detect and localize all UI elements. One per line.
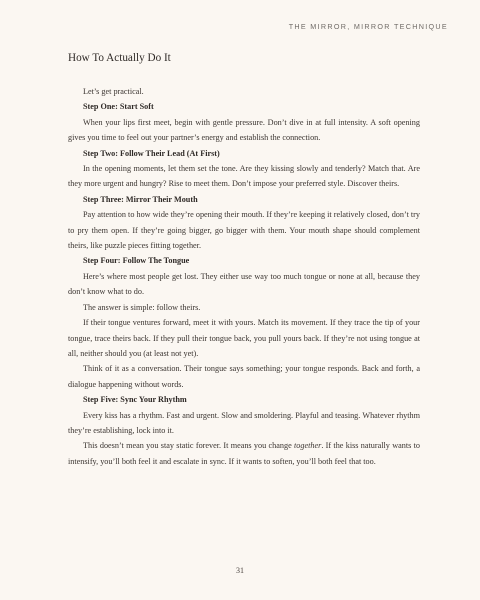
paragraph: The answer is simple: follow theirs.	[83, 302, 201, 312]
step-heading: Step Three: Mirror Their Mouth	[83, 194, 198, 204]
section-title: How To Actually Do It	[68, 52, 171, 64]
step-heading: Step Five: Sync Your Rhythm	[83, 395, 187, 405]
step-heading: Step Four: Follow The Tongue	[83, 256, 190, 266]
paragraph-text: . If the kiss naturally wants to intensify, you’ll both feel it and escalate in sync. If it wants to soften, you’ll both feel that too.	[68, 441, 420, 466]
paragraph: Every kiss has a rhythm. Fast and urgent. Slow and smoldering. Playful and teasing. Whatever rhythm they’re establishing, lock into it.	[68, 410, 420, 435]
paragraph	[68, 438, 420, 469]
page-body	[68, 52, 420, 469]
step-heading: Step Two: Follow Their Lead (At First)	[83, 148, 220, 158]
step-heading: Step One: Start Soft	[83, 102, 154, 112]
emphasis-text: together	[294, 441, 322, 451]
paragraph-text: This doesn’t mean you stay static forever. It means you change	[83, 441, 295, 451]
running-header: THE MIRROR, MIRROR TECHNIQUE	[288, 22, 448, 31]
paragraph: Let’s get practical.	[83, 87, 144, 96]
page-number: 31	[236, 566, 244, 575]
paragraph: Pay attention to how wide they’re opening their mouth. If they’re keeping it relatively closed, don’t try to pry them open. If they’re going bigger, go bigger with them. Your mouth shape should complement theirs, like puzzle pieces fitting together.	[68, 210, 420, 251]
paragraph: If their tongue ventures forward, meet it with yours. Match its movement. If they trace the tip of your tongue, trace theirs back. If they pull their tongue back, you pull yours back. If they’re not using tongue at all, neither should you (at least not yet).	[68, 318, 420, 358]
paragraph: In the opening moments, let them set the tone. Are they kissing slowly and tenderly? Match that. Are they more urgent and hungry? Rise to meet them. Don’t impose your preferred style. Discover theirs.	[68, 164, 420, 189]
paragraph: When your lips first meet, begin with gentle pressure. Don’t dive in at full intensity. A soft opening gives you time to feel out your partner’s energy and establish the connection.	[68, 117, 420, 143]
paragraph: Think of it as a conversation. Their tongue says something; your tongue responds. Back and forth, a dialogue happening without words.	[68, 364, 420, 389]
paragraph: Here’s where most people get lost. They either use way too much tongue or none at all, because they don’t know what to do.	[68, 271, 420, 297]
